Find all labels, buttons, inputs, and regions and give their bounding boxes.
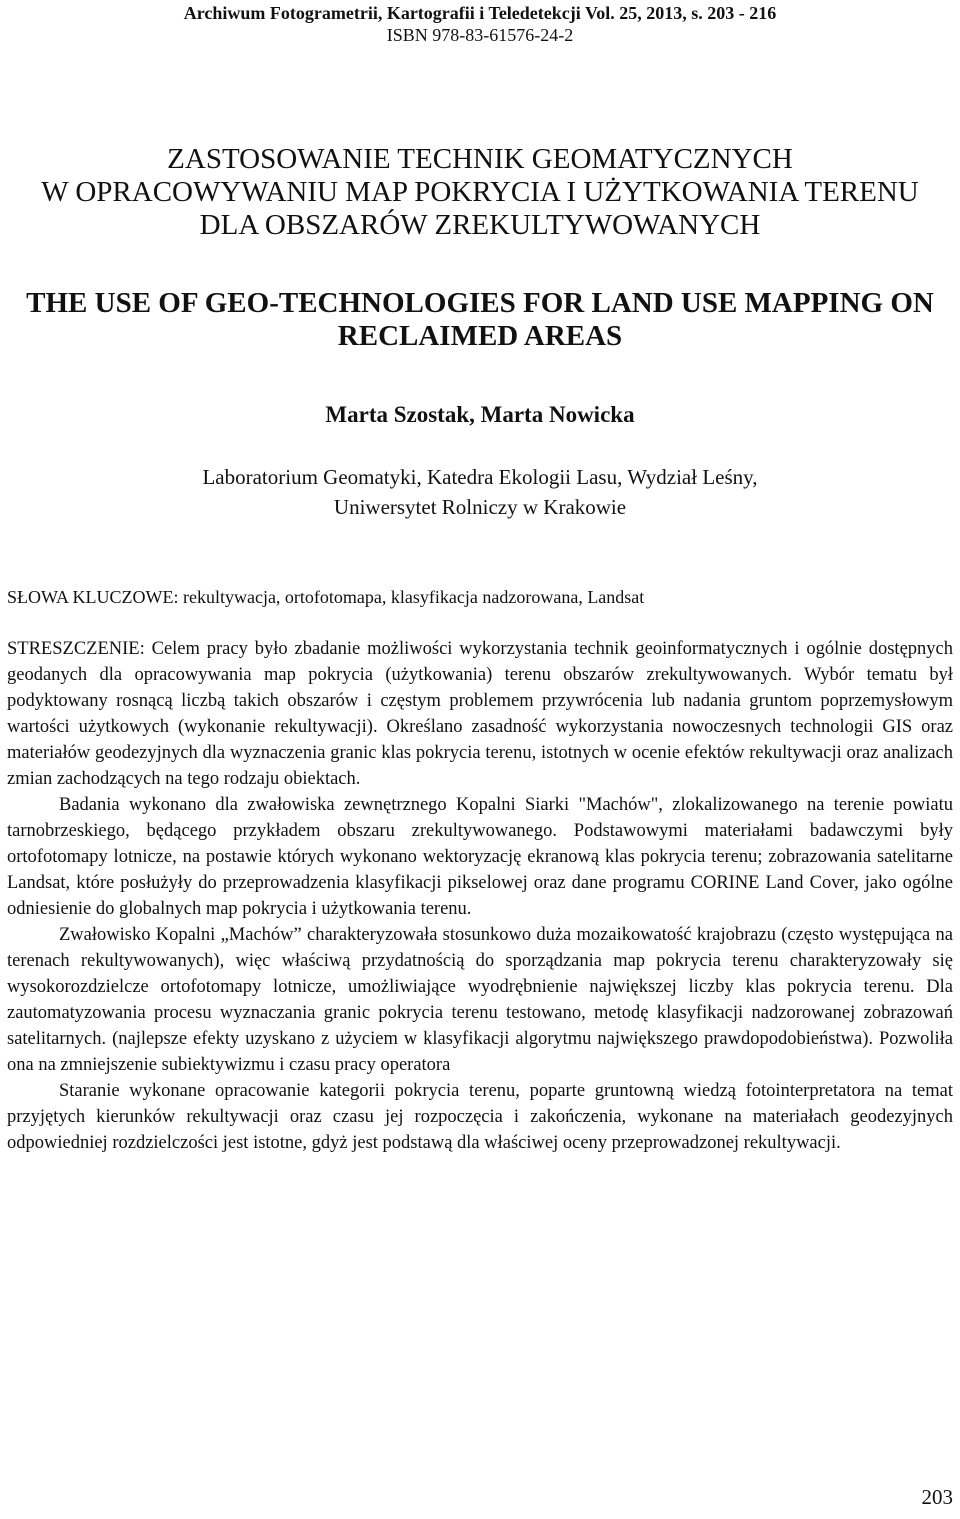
page-number: 203: [921, 1485, 953, 1509]
abstract-paragraph: Badania wykonano dla zwałowiska zewnętrznego Kopalni Siarki "Machów", zlokalizowanego na terenie powiatu tarnobrzeskiego, będącego przykładem obszaru zrekultywowanego. Podstawowymi materiałami badawczymi były ortofotomapy lotnicze, na postawie których wykonano wektoryzację ekranową klas pokrycia terenu; zobrazowania satelitarne Landsat, które posłużyły do przeprowadzenia klasyfikacji pikselowej oraz dane programu CORINE Land Cover, jako ogólne odniesienie do globalnych map pokrycia i użytkowania terenu.: [7, 795, 953, 919]
title-english-line: THE USE OF GEO-TECHNOLOGIES FOR LAND USE MAPPING ON: [26, 287, 934, 319]
affiliation-line: Laboratorium Geomatyki, Katedra Ekologii Lasu, Wydział Leśny,: [202, 465, 758, 489]
journal-citation: Archiwum Fotogrametrii, Kartografii i Teledetekcji Vol. 25, 2013, s. 203 - 216: [183, 3, 777, 23]
title-english: [0, 287, 960, 353]
abstract-paragraph: Zwałowisko Kopalni „Machów” charakteryzowała stosunkowo duża mozaikowatość krajobrazu (często występująca na terenach rekultywowanych), więc właściwą przydatnością do sporządzania map pokrycia terenu charakteryzowały się wysokorozdzielcze ortofotomapy lotnicze, umożliwiające wyodrębnienie największej liczby klas pokrycia terenu. Dla zautomatyzowania procesu wyznaczania granic pokrycia terenu testowano, metodę klasyfikacji nadzorowanej zobrazowań satelitarnych. (najlepsze efekty uzyskano z użyciem w klasyfikacji algorytmu największego prawdopodobieństwa). Pozwoliła ona na zmniejszenie subiektywizmu i czasu pracy operatora: [7, 925, 953, 1075]
title-english-line: RECLAIMED AREAS: [337, 320, 623, 352]
keywords: SŁOWA KLUCZOWE: rekultywacja, ortofotomapa, klasyfikacja nadzorowana, Landsat: [7, 587, 645, 607]
title-polish-line: DLA OBSZARÓW ZREKULTYWOWANYCH: [199, 209, 761, 241]
isbn: ISBN 978-83-61576-24-2: [386, 25, 574, 45]
affiliation-line: Uniwersytet Rolniczy w Krakowie: [333, 495, 627, 519]
title-polish-line: ZASTOSOWANIE TECHNIK GEOMATYCZNYCH: [167, 143, 793, 175]
authors: Marta Szostak, Marta Nowicka: [325, 402, 635, 427]
affiliation: [0, 462, 960, 522]
title-polish-line: W OPRACOWYWANIU MAP POKRYCIA I UŻYTKOWANIA TERENU: [41, 176, 919, 208]
abstract-paragraph: Staranie wykonane opracowanie kategorii pokrycia terenu, poparte gruntowną wiedzą fotointerpretatora na temat przyjętych kierunków rekultywacji oraz czasu jej rozpoczęcia i zakończenia, wykonane na materiałach geodezyjnych odpowiedniej rozdzielczości jest istotne, gdyż jest podstawą dla właściwej oceny przeprowadzonej rekultywacji.: [7, 1081, 953, 1153]
abstract: [7, 636, 953, 1156]
running-header: [0, 2, 960, 46]
title-polish: [0, 143, 960, 242]
abstract-paragraph: STRESZCZENIE: Celem pracy było zbadanie możliwości wykorzystania technik geoinformatycznych i ogólnie dostępnych geodanych dla opracowywania map pokrycia (użytkowania) terenu obszarów zrekultywowanych. Wybór tematu był podyktowany rosnącą liczbą takich obszarów i częstym problemem przywrócenia lub nadania gruntom poprzemysłowym wartości użytkowych (wykonanie rekultywacji). Określano zasadność wykorzystania nowoczesnych technologii GIS oraz materiałów geodezyjnych dla wyznaczenia granic klas pokrycia terenu, istotnych w ocenie efektów rekultywacji oraz analizach zmian zachodzących na tego rodzaju obiektach.: [7, 639, 953, 789]
